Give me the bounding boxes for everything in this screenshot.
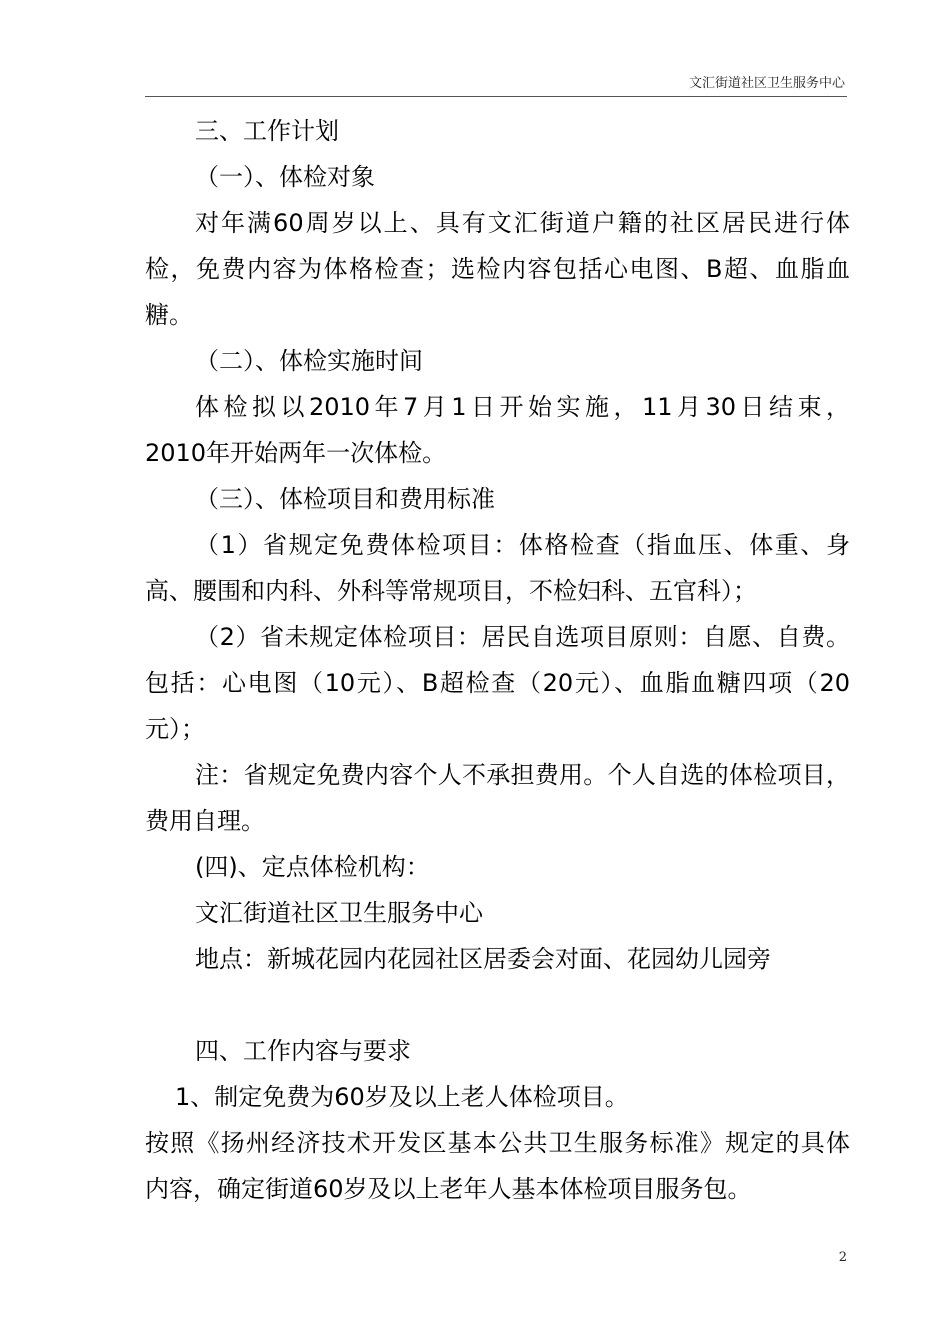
paragraph-spacer xyxy=(145,982,850,1028)
page-header: 文汇街道社区卫生服务中心 xyxy=(688,76,845,91)
paragraph-line: （1）省规定免费体检项目：体格检查（指血压、体重、身 xyxy=(195,531,850,559)
list-item-heading: 1、制定免费为60岁及以上老人体检项目。 xyxy=(175,1083,629,1111)
paragraph-line: 对年满60周岁以上、具有文汇街道户籍的社区居民进行体 xyxy=(195,209,850,237)
page-number: 2 xyxy=(838,1250,847,1265)
subheading-exam-targets: （一）、体检对象 xyxy=(195,163,375,191)
subheading-designated-institution: (四)、定点体检机构： xyxy=(195,853,430,881)
paragraph-line: 2010年开始两年一次体检。 xyxy=(145,439,447,467)
paragraph-line: 高、腰围和内科、外科等常规项目，不检妇科、五官科）； xyxy=(145,577,757,605)
document-body xyxy=(145,108,850,1212)
header-divider xyxy=(145,96,847,97)
note-line: 费用自理。 xyxy=(145,807,265,835)
paragraph-line: 按照《扬州经济技术开发区基本公共卫生服务标准》规定的具体 xyxy=(145,1129,850,1157)
section-heading-work-plan: 三、工作计划 xyxy=(195,117,339,145)
paragraph-line: 检，免费内容为体格检查；选检内容包括心电图、B超、血脂血 xyxy=(145,255,850,283)
paragraph-line: 元）； xyxy=(145,715,205,743)
paragraph-line: 内容，确定街道60岁及以上老年人基本体检项目服务包。 xyxy=(145,1175,752,1203)
note-line: 注：省规定免费内容个人不承担费用。个人自选的体检项目， xyxy=(195,761,850,789)
subheading-exam-schedule: （二）、体检实施时间 xyxy=(195,347,423,375)
institution-address: 地点：新城花园内花园社区居委会对面、花园幼儿园旁 xyxy=(195,945,771,973)
subheading-exam-items-fees: （三）、体检项目和费用标准 xyxy=(195,485,495,513)
paragraph-line: 体检拟以2010年7月1日开始实施，11月30日结束， xyxy=(195,393,850,421)
paragraph-line: 糖。 xyxy=(145,301,193,329)
section-heading-work-requirements: 四、工作内容与要求 xyxy=(195,1037,411,1065)
paragraph-line: 包括：心电图（10元）、B超检查（20元）、血脂血糖四项（20 xyxy=(145,669,850,697)
paragraph-line: （2）省未规定体检项目：居民自选项目原则：自愿、自费。 xyxy=(195,623,850,651)
institution-name: 文汇街道社区卫生服务中心 xyxy=(195,899,483,927)
